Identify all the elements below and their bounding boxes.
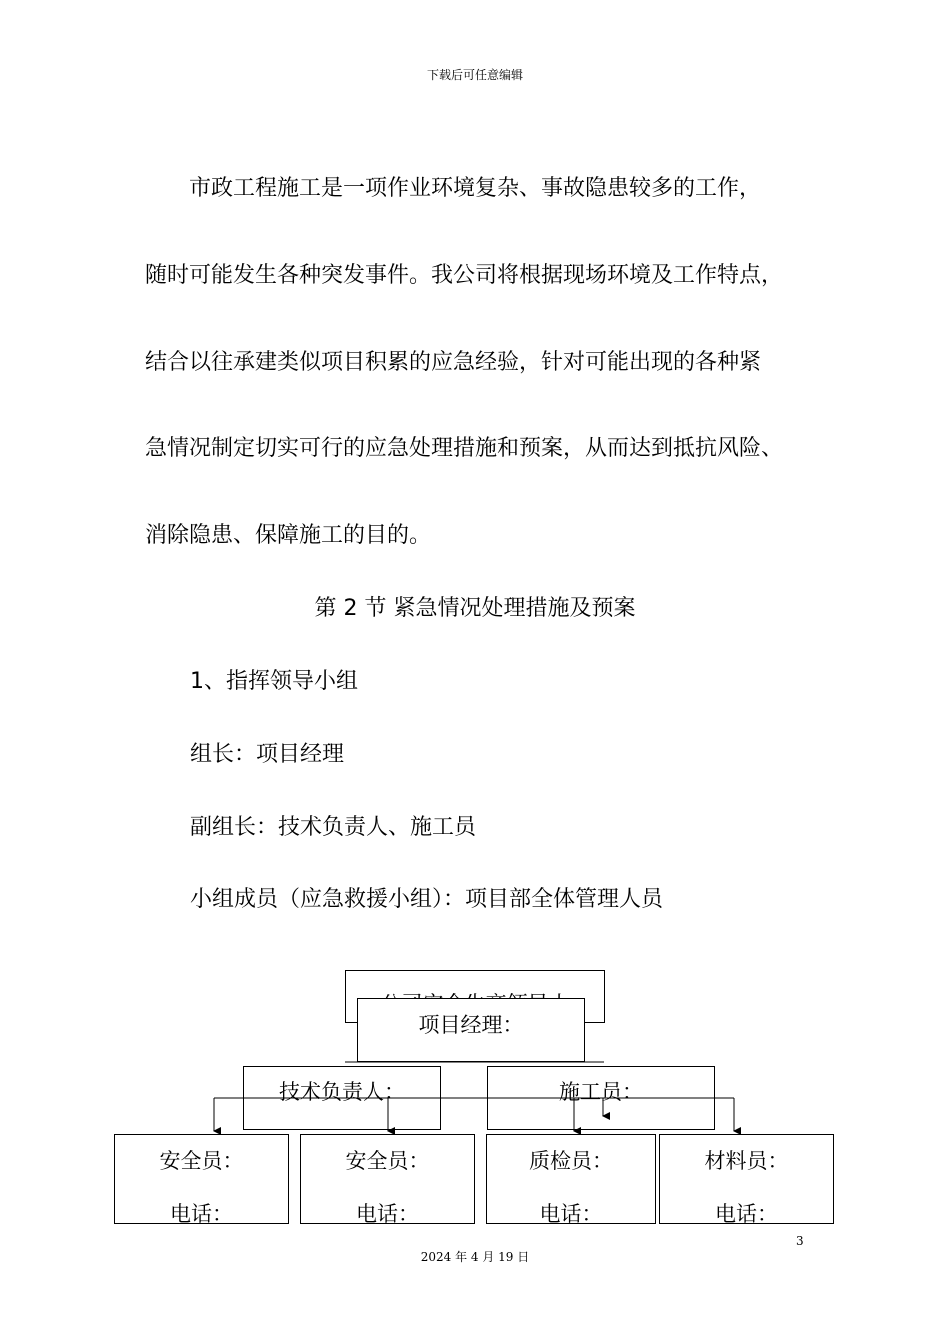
page-header: 下载后可任意编辑 bbox=[426, 68, 523, 82]
staff-phone: 电话： bbox=[356, 1202, 419, 1224]
body-line-4: 急情况制定切实可行的应急处理措施和预案，从而达到抵抗风险、 bbox=[145, 436, 784, 461]
staff-phone: 电话： bbox=[715, 1202, 778, 1224]
body-line-1: 市政工程施工是一项作业环境复杂、事故隐患较多的工作， bbox=[145, 176, 762, 201]
body-line-2: 随时可能发生各种突发事件。我公司将根据现场环境及工作特点， bbox=[145, 263, 784, 288]
staff-box-quality bbox=[486, 1134, 656, 1224]
project-manager-label: 项目经理： bbox=[418, 1013, 524, 1037]
builder-box bbox=[487, 1066, 715, 1130]
staff-role: 安全员： bbox=[345, 1149, 430, 1173]
staff-role: 安全员： bbox=[159, 1149, 244, 1173]
builder-label: 施工员： bbox=[559, 1080, 643, 1104]
section-title: 第 2 节 紧急情况处理措施及预案 bbox=[314, 596, 636, 621]
page-number: 3 bbox=[796, 1234, 804, 1248]
body-line-3: 结合以往承建类似项目积累的应急经验，针对可能出现的各种紧 bbox=[145, 350, 762, 375]
staff-phone: 电话： bbox=[539, 1202, 603, 1224]
footer-date: 2024 年 4 月 19 日 bbox=[420, 1250, 530, 1264]
item-members: 小组成员（应急救援小组）：项目部全体管理人员 bbox=[190, 887, 664, 912]
staff-box-safety-2 bbox=[300, 1134, 475, 1224]
body-line-5: 消除隐患、保障施工的目的。 bbox=[145, 523, 432, 548]
tech-lead-box bbox=[243, 1066, 441, 1130]
project-manager-box bbox=[357, 998, 585, 1062]
staff-role: 质检员： bbox=[529, 1149, 613, 1173]
staff-phone: 电话： bbox=[170, 1202, 233, 1224]
item-deputy-leader: 副组长：技术负责人、施工员 bbox=[190, 815, 477, 840]
item-command-group: 1、指挥领导小组 bbox=[190, 669, 358, 694]
staff-box-safety-1 bbox=[114, 1134, 289, 1224]
item-leader: 组长：项目经理 bbox=[190, 742, 345, 767]
staff-role: 材料员： bbox=[704, 1149, 789, 1173]
staff-box-materials bbox=[659, 1134, 834, 1224]
tech-lead-label: 技术负责人： bbox=[279, 1080, 405, 1104]
